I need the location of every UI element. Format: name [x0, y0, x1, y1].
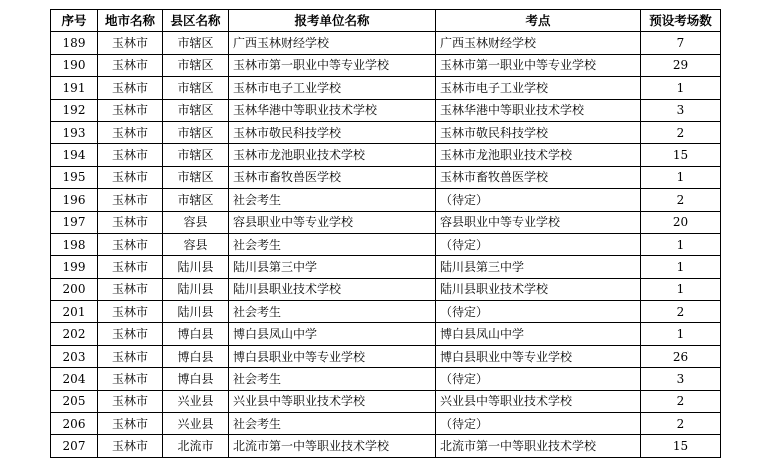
county-cell: 陆川县 [163, 256, 229, 278]
site-cell: 兴业县中等职业技术学校 [436, 390, 641, 412]
site-cell: 玉林华港中等职业技术学校 [436, 99, 641, 121]
city-cell: 玉林市 [98, 99, 163, 121]
city-cell: 玉林市 [98, 54, 163, 76]
table-row [51, 99, 721, 121]
table-row [51, 233, 721, 255]
serial-cell: 189 [51, 32, 98, 54]
city-cell: 玉林市 [98, 166, 163, 188]
site-cell: 博白县凤山中学 [436, 323, 641, 345]
county-cell: 陆川县 [163, 278, 229, 300]
county-cell: 北流市 [163, 435, 229, 457]
city-cell: 玉林市 [98, 345, 163, 367]
unit-cell: 北流市第一中等职业技术学校 [229, 435, 436, 457]
unit-cell: 玉林市电子工业学校 [229, 77, 436, 99]
unit-cell: 广西玉林财经学校 [229, 32, 436, 54]
room-count-cell: 1 [641, 278, 721, 300]
header-room-count: 预设考场数 [641, 10, 721, 32]
county-cell: 市辖区 [163, 99, 229, 121]
site-cell: 容县职业中等专业学校 [436, 211, 641, 233]
county-cell: 博白县 [163, 323, 229, 345]
room-count-cell: 26 [641, 345, 721, 367]
city-cell: 玉林市 [98, 435, 163, 457]
table-row [51, 189, 721, 211]
serial-cell: 193 [51, 121, 98, 143]
site-cell: 玉林市电子工业学校 [436, 77, 641, 99]
table-row [51, 256, 721, 278]
county-cell: 市辖区 [163, 144, 229, 166]
room-count-cell: 29 [641, 54, 721, 76]
county-cell: 博白县 [163, 368, 229, 390]
room-count-cell: 2 [641, 189, 721, 211]
site-cell: 玉林市第一职业中等专业学校 [436, 54, 641, 76]
room-count-cell: 2 [641, 390, 721, 412]
serial-cell: 202 [51, 323, 98, 345]
room-count-cell: 7 [641, 32, 721, 54]
serial-cell: 204 [51, 368, 98, 390]
site-cell: （待定） [436, 189, 641, 211]
site-cell: （待定） [436, 368, 641, 390]
city-cell: 玉林市 [98, 32, 163, 54]
serial-cell: 203 [51, 345, 98, 367]
county-cell: 陆川县 [163, 301, 229, 323]
table-row [51, 301, 721, 323]
city-cell: 玉林市 [98, 211, 163, 233]
header-serial: 序号 [51, 10, 98, 32]
unit-cell: 玉林市龙池职业技术学校 [229, 144, 436, 166]
exam-site-table [50, 9, 721, 458]
table-body [51, 32, 721, 457]
site-cell: 陆川县职业技术学校 [436, 278, 641, 300]
city-cell: 玉林市 [98, 256, 163, 278]
unit-cell: 社会考生 [229, 233, 436, 255]
unit-cell: 玉林市畜牧兽医学校 [229, 166, 436, 188]
city-cell: 玉林市 [98, 390, 163, 412]
unit-cell: 陆川县职业技术学校 [229, 278, 436, 300]
table-row [51, 368, 721, 390]
serial-cell: 190 [51, 54, 98, 76]
serial-cell: 199 [51, 256, 98, 278]
room-count-cell: 3 [641, 99, 721, 121]
serial-cell: 200 [51, 278, 98, 300]
unit-cell: 陆川县第三中学 [229, 256, 436, 278]
serial-cell: 196 [51, 189, 98, 211]
unit-cell: 社会考生 [229, 413, 436, 435]
site-cell: 玉林市畜牧兽医学校 [436, 166, 641, 188]
table-header-row [51, 10, 721, 32]
serial-cell: 207 [51, 435, 98, 457]
unit-cell: 社会考生 [229, 301, 436, 323]
city-cell: 玉林市 [98, 413, 163, 435]
city-cell: 玉林市 [98, 121, 163, 143]
serial-cell: 195 [51, 166, 98, 188]
city-cell: 玉林市 [98, 77, 163, 99]
city-cell: 玉林市 [98, 144, 163, 166]
city-cell: 玉林市 [98, 323, 163, 345]
room-count-cell: 2 [641, 413, 721, 435]
table-row [51, 278, 721, 300]
table-row [51, 390, 721, 412]
serial-cell: 201 [51, 301, 98, 323]
table-row [51, 345, 721, 367]
room-count-cell: 15 [641, 144, 721, 166]
county-cell: 市辖区 [163, 121, 229, 143]
county-cell: 博白县 [163, 345, 229, 367]
header-city: 地市名称 [98, 10, 163, 32]
city-cell: 玉林市 [98, 368, 163, 390]
county-cell: 容县 [163, 233, 229, 255]
table-row [51, 77, 721, 99]
county-cell: 市辖区 [163, 189, 229, 211]
site-cell: 玉林市敬民科技学校 [436, 121, 641, 143]
county-cell: 兴业县 [163, 413, 229, 435]
unit-cell: 容县职业中等专业学校 [229, 211, 436, 233]
unit-cell: 博白县凤山中学 [229, 323, 436, 345]
serial-cell: 198 [51, 233, 98, 255]
county-cell: 兴业县 [163, 390, 229, 412]
room-count-cell: 1 [641, 233, 721, 255]
table-row [51, 435, 721, 457]
room-count-cell: 1 [641, 256, 721, 278]
unit-cell: 玉林市第一职业中等专业学校 [229, 54, 436, 76]
site-cell: 北流市第一中等职业技术学校 [436, 435, 641, 457]
room-count-cell: 1 [641, 323, 721, 345]
site-cell: 陆川县第三中学 [436, 256, 641, 278]
serial-cell: 191 [51, 77, 98, 99]
serial-cell: 206 [51, 413, 98, 435]
room-count-cell: 15 [641, 435, 721, 457]
table-row [51, 166, 721, 188]
unit-cell: 玉林市敬民科技学校 [229, 121, 436, 143]
table-row [51, 323, 721, 345]
table-row [51, 144, 721, 166]
unit-cell: 玉林华港中等职业技术学校 [229, 99, 436, 121]
serial-cell: 197 [51, 211, 98, 233]
unit-cell: 兴业县中等职业技术学校 [229, 390, 436, 412]
county-cell: 市辖区 [163, 32, 229, 54]
site-cell: 博白县职业中等专业学校 [436, 345, 641, 367]
room-count-cell: 1 [641, 166, 721, 188]
header-site: 考点 [436, 10, 641, 32]
serial-cell: 192 [51, 99, 98, 121]
serial-cell: 194 [51, 144, 98, 166]
room-count-cell: 1 [641, 77, 721, 99]
site-cell: （待定） [436, 413, 641, 435]
county-cell: 市辖区 [163, 166, 229, 188]
unit-cell: 博白县职业中等专业学校 [229, 345, 436, 367]
header-unit: 报考单位名称 [229, 10, 436, 32]
city-cell: 玉林市 [98, 189, 163, 211]
table-row [51, 413, 721, 435]
table-row [51, 211, 721, 233]
county-cell: 市辖区 [163, 77, 229, 99]
site-cell: 广西玉林财经学校 [436, 32, 641, 54]
room-count-cell: 20 [641, 211, 721, 233]
city-cell: 玉林市 [98, 301, 163, 323]
unit-cell: 社会考生 [229, 189, 436, 211]
county-cell: 市辖区 [163, 54, 229, 76]
room-count-cell: 2 [641, 301, 721, 323]
table-row [51, 54, 721, 76]
serial-cell: 205 [51, 390, 98, 412]
room-count-cell: 2 [641, 121, 721, 143]
room-count-cell: 3 [641, 368, 721, 390]
site-cell: 玉林市龙池职业技术学校 [436, 144, 641, 166]
site-cell: （待定） [436, 301, 641, 323]
header-county: 县区名称 [163, 10, 229, 32]
table-row [51, 32, 721, 54]
county-cell: 容县 [163, 211, 229, 233]
city-cell: 玉林市 [98, 233, 163, 255]
table-row [51, 121, 721, 143]
unit-cell: 社会考生 [229, 368, 436, 390]
site-cell: （待定） [436, 233, 641, 255]
city-cell: 玉林市 [98, 278, 163, 300]
